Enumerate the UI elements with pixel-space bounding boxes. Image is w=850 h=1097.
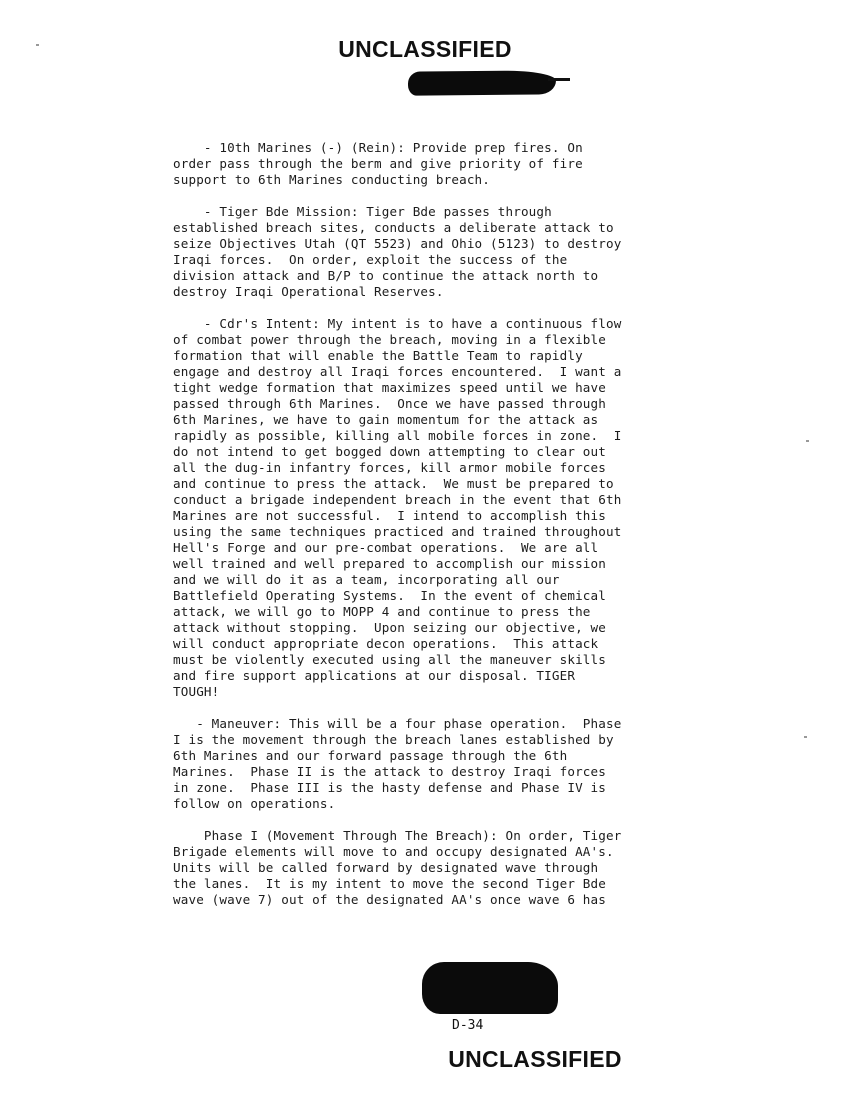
classification-footer: UNCLASSIFIED: [448, 1046, 622, 1072]
text-line: wave (wave 7) out of the designated AA's once wave 6 has: [173, 892, 606, 907]
text-line: attack, we will go to MOPP 4 and continue to press the: [173, 604, 591, 619]
text-line: Hell's Forge and our pre-combat operations. We are all: [173, 540, 599, 555]
text-line: Iraqi forces. On order, exploit the success of the: [173, 252, 568, 267]
text-line: - 10th Marines (-) (Rein): Provide prep fires. On: [173, 140, 583, 155]
text-line: destroy Iraqi Operational Reserves.: [173, 284, 444, 299]
text-line: and we will do it as a team, incorporating all our: [173, 572, 560, 587]
text-line: Marines are not successful. I intend to accomplish this: [173, 508, 606, 523]
page-number: D-34: [452, 1018, 484, 1033]
classification-header: UNCLASSIFIED: [338, 36, 512, 62]
text-line: established breach sites, conducts a deliberate attack to: [173, 220, 614, 235]
text-line: Battlefield Operating Systems. In the event of chemical: [173, 588, 606, 603]
text-line: 6th Marines and our forward passage through the 6th: [173, 748, 568, 763]
text-line: - Cdr's Intent: My intent is to have a continuous flow: [173, 316, 622, 331]
paragraph: [173, 828, 773, 908]
text-line: Phase I (Movement Through The Breach): On order, Tiger: [173, 828, 622, 843]
text-line: support to 6th Marines conducting breach.: [173, 172, 491, 187]
redaction-mark-top-tail: [548, 78, 570, 81]
text-line: well trained and well prepared to accomplish our mission: [173, 556, 606, 571]
text-line: in zone. Phase III is the hasty defense and Phase IV is: [173, 780, 606, 795]
paragraph: [173, 716, 773, 812]
text-line: formation that will enable the Battle Team to rapidly: [173, 348, 583, 363]
scan-speck: [806, 440, 809, 442]
paragraph: [173, 204, 773, 300]
document-body: [173, 140, 773, 924]
text-line: using the same techniques practiced and trained throughout: [173, 524, 622, 539]
text-line: follow on operations.: [173, 796, 336, 811]
paragraph: [173, 140, 773, 188]
text-line: attack without stopping. Upon seizing our objective, we: [173, 620, 606, 635]
text-line: must be violently executed using all the maneuver skills: [173, 652, 606, 667]
text-line: all the dug-in infantry forces, kill armor mobile forces: [173, 460, 606, 475]
text-line: I is the movement through the breach lanes established by: [173, 732, 614, 747]
redaction-mark-top: [408, 70, 556, 95]
text-line: rapidly as possible, killing all mobile forces in zone. I: [173, 428, 622, 443]
text-line: division attack and B/P to continue the attack north to: [173, 268, 599, 283]
text-line: engage and destroy all Iraqi forces encountered. I want a: [173, 364, 622, 379]
scan-speck: [804, 736, 807, 738]
text-line: the lanes. It is my intent to move the second Tiger Bde: [173, 876, 606, 891]
text-line: TOUGH!: [173, 684, 220, 699]
text-line: 6th Marines, we have to gain momentum for the attack as: [173, 412, 599, 427]
text-line: order pass through the berm and give priority of fire: [173, 156, 583, 171]
scan-speck: [36, 44, 39, 46]
redaction-mark-bottom: [422, 962, 558, 1014]
text-line: do not intend to get bogged down attempting to clear out: [173, 444, 606, 459]
text-line: will conduct appropriate decon operations. This attack: [173, 636, 599, 651]
text-line: Marines. Phase II is the attack to destroy Iraqi forces: [173, 764, 606, 779]
text-line: seize Objectives Utah (QT 5523) and Ohio (5123) to destroy: [173, 236, 622, 251]
text-line: and continue to press the attack. We must be prepared to: [173, 476, 614, 491]
text-line: Units will be called forward by designated wave through: [173, 860, 599, 875]
text-line: and fire support applications at our disposal. TIGER: [173, 668, 576, 683]
text-line: - Tiger Bde Mission: Tiger Bde passes through: [173, 204, 552, 219]
text-line: - Maneuver: This will be a four phase operation. Phase: [173, 716, 622, 731]
text-line: of combat power through the breach, moving in a flexible: [173, 332, 606, 347]
text-line: tight wedge formation that maximizes speed until we have: [173, 380, 606, 395]
text-line: Brigade elements will move to and occupy designated AA's.: [173, 844, 614, 859]
paragraph: [173, 316, 773, 700]
text-line: conduct a brigade independent breach in the event that 6th: [173, 492, 622, 507]
text-line: passed through 6th Marines. Once we have passed through: [173, 396, 606, 411]
